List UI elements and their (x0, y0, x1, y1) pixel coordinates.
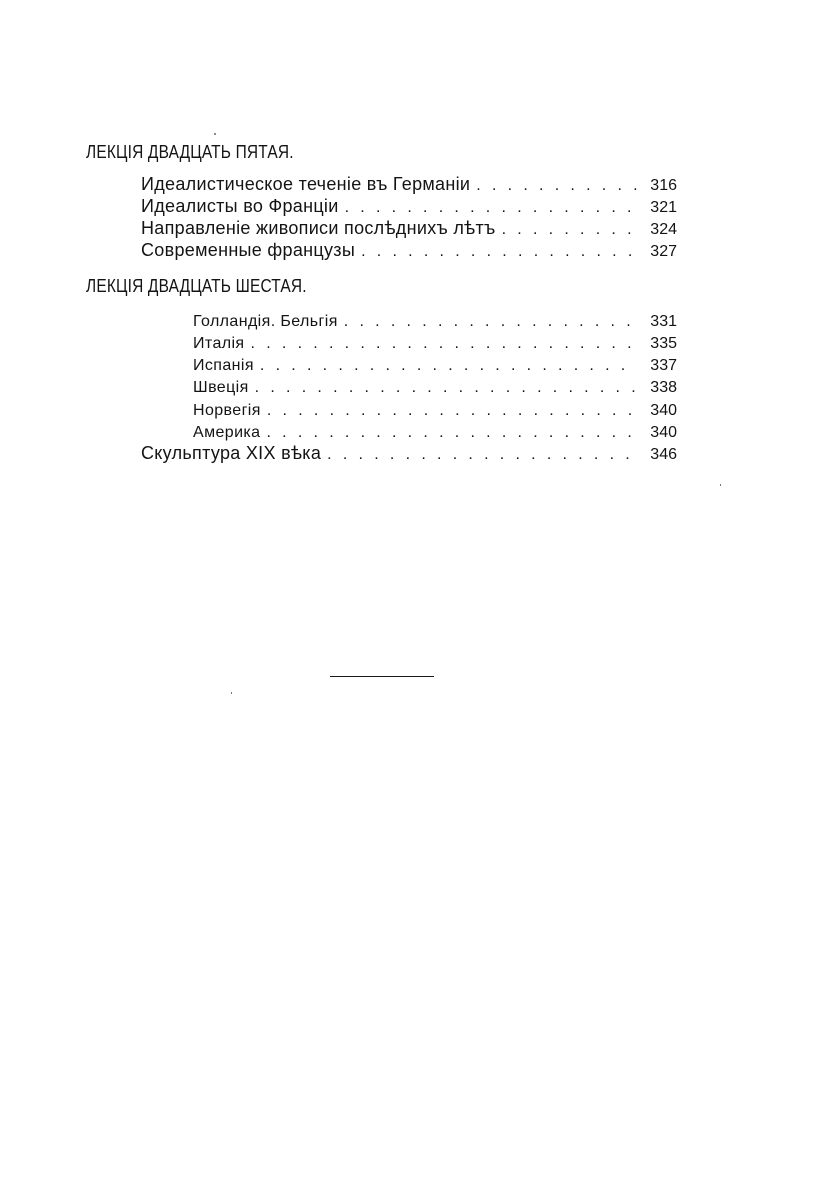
toc-entry (141, 173, 677, 195)
print-speck (231, 692, 232, 694)
dot-leader (345, 197, 637, 217)
page-number: 338 (650, 379, 677, 396)
page-number: 331 (650, 313, 677, 330)
entry-title: Направленіе живописи послѣднихъ лѣтъ (141, 218, 496, 238)
toc-subentry (193, 375, 677, 397)
dot-leader (251, 333, 637, 353)
page-number: 316 (650, 177, 677, 194)
dot-leader (266, 422, 637, 442)
page-number: 335 (650, 335, 677, 352)
dot-leader (327, 444, 637, 464)
toc-entry (141, 195, 677, 217)
page-number: 340 (650, 402, 677, 419)
entry-title: Идеалистическое теченіе въ Германіи (141, 174, 471, 194)
page-number: 337 (650, 357, 677, 374)
page-number: 321 (650, 199, 677, 216)
section-heading-lecture-26: ЛЕКЦІЯ ДВАДЦАТЬ ШЕСТАЯ. (86, 276, 307, 296)
entry-title: Норвегія (193, 402, 261, 419)
entry-title: Италія (193, 335, 245, 352)
entry-title: Идеалисты во Франціи (141, 196, 339, 216)
dot-leader (502, 219, 637, 239)
entry-title: Америка (193, 424, 261, 441)
entry-title: Испанія (193, 357, 254, 374)
page-number: 340 (650, 424, 677, 441)
toc-subentry (193, 420, 677, 442)
dot-leader (476, 175, 637, 195)
page-number: 346 (650, 446, 677, 463)
closing-rule (330, 676, 434, 677)
entry-title: Швеція (193, 379, 249, 396)
dot-leader (361, 241, 637, 261)
dot-leader (260, 355, 637, 375)
entry-title: Скульптура XIX вѣка (141, 443, 322, 463)
toc-subentry (193, 331, 677, 353)
print-speck (720, 484, 721, 486)
toc-entry (141, 217, 677, 239)
entry-title: Современные французы (141, 240, 356, 260)
toc-subentry (193, 309, 677, 331)
dot-leader (255, 377, 637, 397)
toc-subentry (193, 353, 677, 375)
toc-entry (141, 239, 677, 261)
entry-title: Голландія. Бельгія (193, 313, 338, 330)
page-number: 327 (650, 243, 677, 260)
print-speck (214, 133, 216, 135)
section-heading-lecture-25: ЛЕКЦІЯ ДВАДЦАТЬ ПЯТАЯ. (86, 142, 294, 162)
page-number: 324 (650, 221, 677, 238)
toc-subentry (193, 398, 677, 420)
dot-leader (267, 400, 637, 420)
toc-entry (141, 442, 677, 464)
dot-leader (344, 311, 637, 331)
